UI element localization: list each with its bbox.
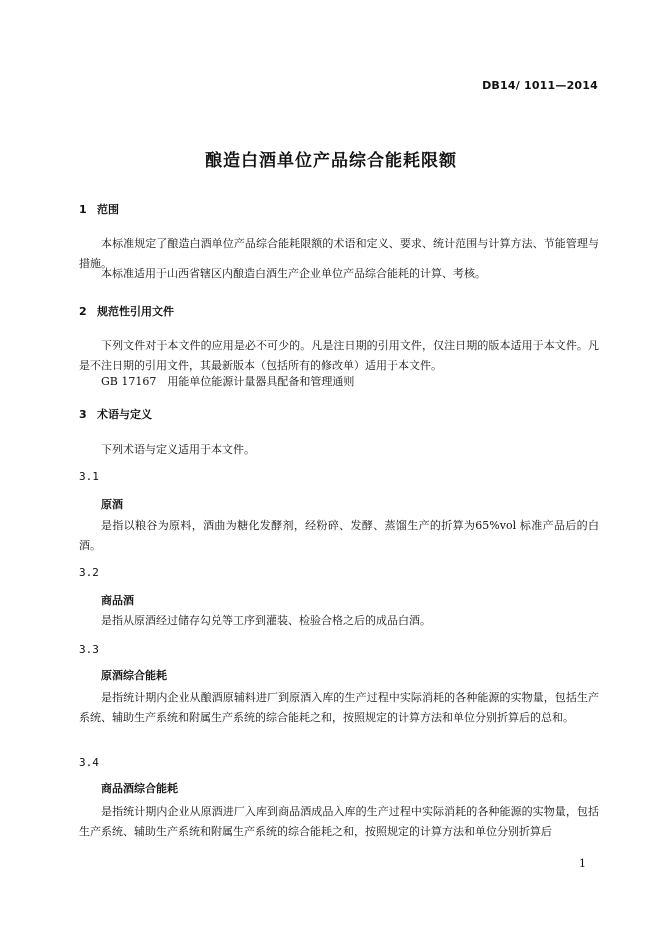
term-definition: 是指以粮谷为原料，酒曲为糖化发酵剂，经粉碎、发酵、蒸馏生产的折算为65%vol 标准产品后的白酒。 [79, 519, 599, 552]
standard-number: DB14/ 1011—2014 [482, 79, 598, 92]
section-2-paragraph-1: 下列文件对于本文件的应用是必不可少的。凡是注日期的引用文件，仅注日期的版本适用于本文件。凡是不注日期的引用文件，其最新版本（包括所有的修改单）适用于本文件。 [79, 339, 599, 372]
section-3-heading [79, 406, 152, 422]
section-title: 术语与定义 [97, 408, 152, 421]
term-heading: 原酒综合能耗 [101, 669, 167, 682]
section-title: 规范性引用文件 [97, 305, 174, 318]
term-definition: 是指统计期内企业从原酒进厂入库到商品酒成品入库的生产过程中实际消耗的各种能源的实物量，包括生产系统、辅助生产系统和附属生产系统的综合能耗之和，按照规定的计算方法和单位分别折算后 [79, 805, 599, 838]
section-1-heading [79, 201, 119, 217]
section-title: 范围 [97, 203, 119, 216]
term-heading: 原酒 [101, 498, 123, 511]
term-definition: 是指统计期内企业从酿酒原辅料进厂到原酒入库的生产过程中实际消耗的各种能源的实物量，包括生产系统、辅助生产系统和附属生产系统的综合能耗之和，按照规定的计算方法和单位分别折算后的总和。 [79, 691, 599, 724]
term-number: 3.1 [79, 470, 99, 483]
section-3-intro: 下列术语与定义适用于本文件。 [101, 443, 255, 456]
term-heading: 商品酒 [101, 594, 134, 607]
term-number: 3.4 [79, 756, 99, 769]
section-number: 2 [79, 305, 87, 318]
term-definition: 是指从原酒经过储存勾兑等工序到灌装、检验合格之后的成品白酒。 [101, 614, 431, 627]
term-number: 3.2 [79, 566, 99, 579]
section-number: 1 [79, 203, 87, 216]
section-1-paragraph-2: 本标准适用于山西省辖区内酿造白酒生产企业单位产品综合能耗的计算、考核。 [101, 267, 486, 280]
page-number: 1 [579, 857, 586, 870]
section-2-heading [79, 303, 174, 319]
term-number: 3.3 [79, 643, 99, 656]
normative-reference: GB 17167 用能单位能源计量器具配备和管理通则 [101, 375, 355, 388]
document-title: 酿造白酒单位产品综合能耗限额 [205, 151, 457, 171]
section-1-paragraph-1: 本标准规定了酿造白酒单位产品综合能耗限额的术语和定义、要求、统计范围与计算方法、节能管理与措施。 [79, 237, 599, 270]
term-heading: 商品酒综合能耗 [101, 782, 178, 795]
section-number: 3 [79, 408, 87, 421]
